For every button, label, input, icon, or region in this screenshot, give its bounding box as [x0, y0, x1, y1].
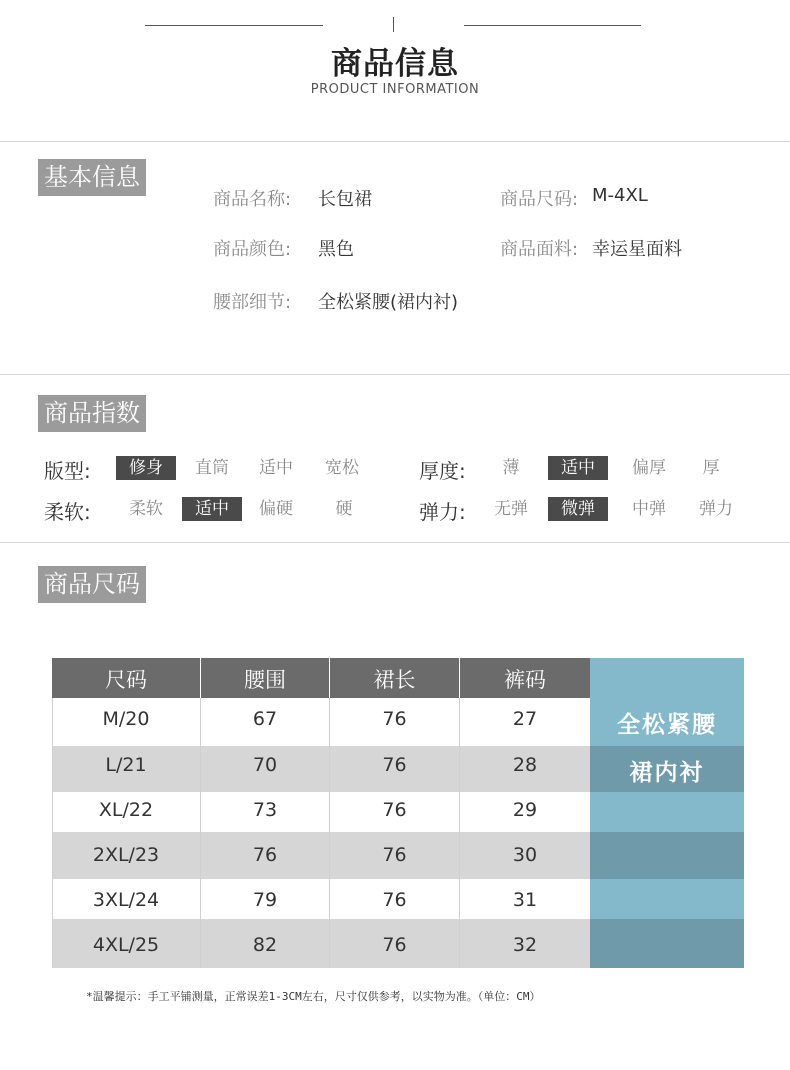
index-option: 中弹: [632, 499, 666, 519]
field-value-size: M-4XL: [592, 185, 648, 206]
table-cell: 76: [382, 799, 407, 821]
table-grid-line: [200, 698, 201, 968]
section-label-basic-info: 基本信息: [38, 159, 146, 196]
index-option: 无弹: [494, 499, 528, 519]
table-cell: 3XL/24: [92, 889, 160, 911]
section-separator: [0, 141, 790, 142]
section-separator: [0, 374, 790, 375]
index-option: 弹力: [699, 499, 733, 519]
section-separator: [0, 542, 790, 543]
table-cell: 4XL/25: [92, 934, 160, 956]
table-cell: 76: [382, 754, 407, 776]
side-note-block: [590, 832, 744, 879]
table-cell: 27: [512, 708, 538, 730]
table-header-size: 尺码: [52, 658, 200, 698]
side-note-line1: 全松紧腰: [617, 712, 717, 738]
index-key-softness: 柔软:: [44, 500, 91, 524]
side-note-line2: 裙内衬: [629, 760, 705, 786]
table-cell: M/20: [102, 708, 150, 730]
table-cell: 2XL/23: [92, 844, 160, 866]
table-cell: 73: [252, 799, 278, 821]
header-line-right: [464, 25, 641, 26]
index-option: 适中: [259, 458, 293, 478]
index-option-selected: 适中: [182, 497, 242, 521]
side-note-block: [590, 919, 744, 968]
table-grid-line: [459, 698, 460, 968]
index-option: 柔软: [129, 499, 163, 519]
index-key-thickness: 厚度:: [419, 459, 466, 483]
table-cell: 31: [512, 889, 538, 911]
index-key-fit: 版型:: [44, 459, 91, 483]
field-key-fabric: 商品面料:: [500, 239, 579, 260]
field-key-name: 商品名称:: [213, 189, 292, 210]
side-note-block: [590, 792, 744, 832]
index-option: 偏硬: [259, 499, 293, 519]
header-line-left: [145, 25, 323, 26]
table-cell: 30: [512, 844, 538, 866]
table-cell: 79: [252, 889, 278, 911]
table-header-pants-size: 裤码: [460, 658, 590, 698]
table-cell: 32: [512, 934, 538, 956]
table-cell: 76: [382, 934, 407, 956]
table-cell: 76: [382, 708, 407, 730]
table-cell: XL/22: [98, 799, 154, 821]
page-title: 商品信息: [331, 46, 459, 82]
index-option: 硬: [335, 499, 353, 519]
index-option: 偏厚: [632, 458, 666, 478]
header-divider-tick: [393, 17, 394, 32]
side-note-block: [590, 879, 744, 919]
field-value-name: 长包裙: [318, 189, 372, 210]
section-label-size-chart: 商品尺码: [38, 566, 146, 603]
table-grid-line: [329, 698, 330, 968]
table-cell: 67: [252, 708, 278, 730]
index-key-elasticity: 弹力:: [419, 500, 466, 524]
field-value-fabric: 幸运星面料: [592, 239, 682, 260]
field-key-waist: 腰部细节:: [213, 292, 292, 313]
table-cell: 29: [512, 799, 538, 821]
table-cell: 28: [512, 754, 538, 776]
index-option: 直筒: [195, 458, 229, 478]
table-cell: L/21: [105, 754, 147, 776]
field-value-color: 黑色: [318, 239, 354, 260]
table-cell: 76: [252, 844, 278, 866]
field-key-size: 商品尺码:: [500, 189, 579, 210]
index-option-selected: 适中: [548, 456, 608, 480]
index-option-selected: 微弹: [548, 497, 608, 521]
measurement-footnote: *温馨提示：手工平铺测量，正常误差1-3CM左右，尺寸仅供参考，以实物为准。（单位：CM）: [86, 990, 541, 1003]
field-value-waist: 全松紧腰(裙内衬): [318, 292, 459, 313]
table-cell: 76: [382, 844, 407, 866]
table-header-length: 裙长: [330, 658, 459, 698]
index-option: 薄: [502, 458, 520, 478]
index-option: 厚: [702, 458, 720, 478]
field-key-color: 商品颜色:: [213, 239, 292, 260]
size-table: [52, 658, 744, 968]
index-option: 宽松: [325, 458, 359, 478]
index-option-selected: 修身: [116, 456, 176, 480]
table-cell: 70: [252, 754, 278, 776]
section-label-product-index: 商品指数: [38, 395, 146, 432]
table-cell: 76: [382, 889, 407, 911]
page-subtitle: PRODUCT INFORMATION: [310, 82, 480, 97]
table-grid-line: [52, 698, 53, 968]
table-cell: 82: [252, 934, 278, 956]
table-header-waist: 腰围: [201, 658, 329, 698]
